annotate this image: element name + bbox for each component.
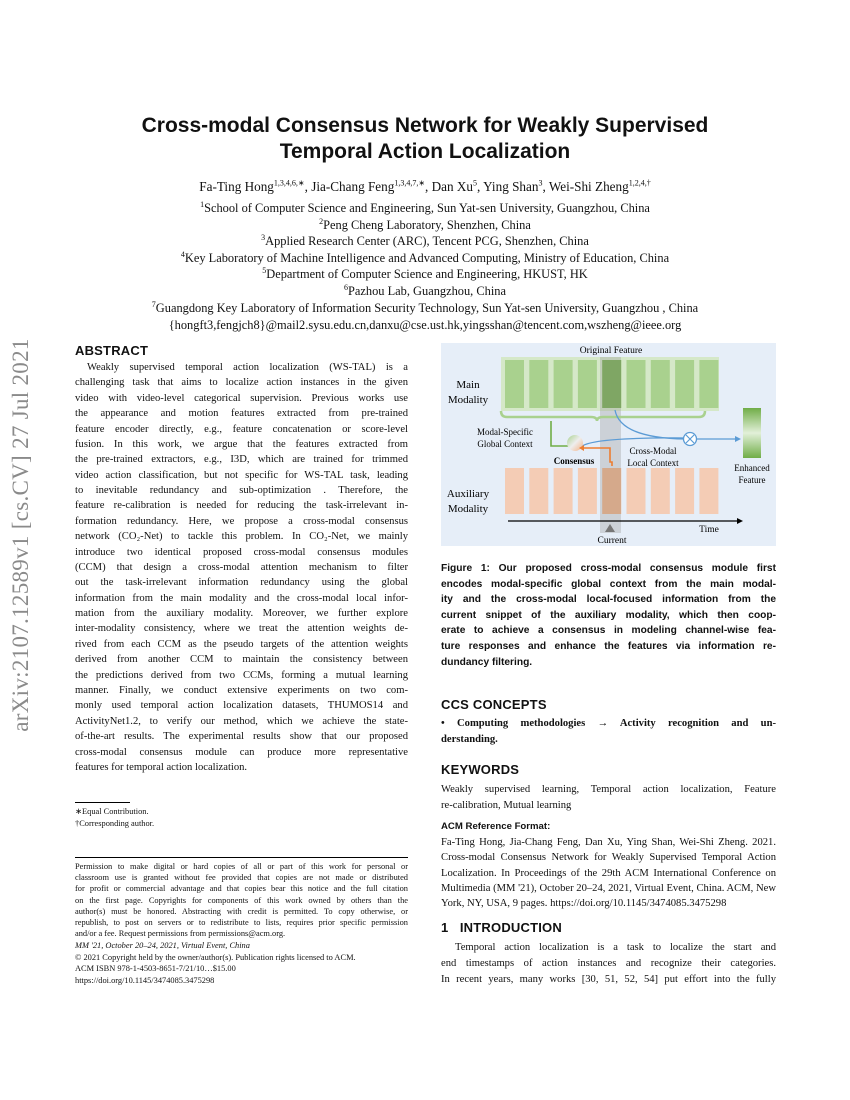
abstract-line: (CCM) that design a cross-modal attention mechanism to filter (75, 561, 408, 573)
auxiliary-modality-label: Modality (447, 503, 489, 515)
ccs-heading: CCS CONCEPTS (441, 697, 547, 712)
auxiliary-feature-bar (675, 468, 694, 514)
section-title: INTRODUCTION (459, 920, 562, 935)
affiliation (0, 284, 850, 301)
affiliation (0, 301, 850, 318)
current-snippet-column (600, 357, 621, 533)
keywords-heading: KEYWORDS (441, 762, 520, 777)
abstract-heading: ABSTRACT (75, 343, 149, 358)
affiliation-text: Pazhou Lab, Guangzhou, China (348, 283, 506, 298)
main-modality-label: Main (456, 379, 480, 391)
footnote-corresponding: †Corresponding author. (75, 819, 155, 828)
affiliation-list (0, 201, 850, 317)
permission-line: classroom use is granted without fee provided that copies are not made or distributed (75, 873, 408, 883)
ccs-line: • Computing methodologies → Activity recognition and un- (441, 718, 776, 729)
auxiliary-feature-bar (578, 468, 597, 514)
ccs-line: derstanding. (441, 733, 498, 745)
caption-line: dundancy filtering. (441, 656, 533, 668)
acm-ref-heading: ACM Reference Format: (441, 821, 551, 832)
footnote-equal: ∗Equal Contribution. (75, 807, 149, 816)
caption-line: erate to achieve a consensus in modeling channel-wise fea- (441, 625, 776, 637)
abstract-line: to inevitable redundancy and sub-optimization . Therefore, the (75, 485, 408, 497)
current-label: Current (597, 536, 627, 546)
affiliation-number: 7 (151, 299, 156, 309)
abstract-line: network (CO₂-Net) to tackle this problem. In CO₂-Net, we mainly (75, 531, 408, 543)
author-affiliation-marks: 3 (538, 178, 543, 188)
auxiliary-feature-bar (699, 468, 718, 514)
main-feature-bar (699, 360, 718, 408)
abstract-line: introduce two identical proposed cross-modal consensus modules (75, 546, 408, 558)
author-name: Ying Shan (483, 179, 539, 194)
auxiliary-feature-bar (505, 468, 524, 514)
auxiliary-feature-bar (529, 468, 548, 514)
acm-ref-line: Cross-modal Consensus Network for Weakly Supervised Temporal Action (441, 852, 776, 864)
abstract-line: formation redundancy. Here, we propose a cross-modal consensus (75, 515, 408, 527)
author-list: Fa-Ting Hong$^{1,3,4,6,∗}$, Jia-Chang Feng$^{1,3,4,7,∗}$, Dan Xu$^5$, Ying Shan$^3$, Wei-Shi Zheng$^{1,2,4,\dagger}$ (199, 178, 651, 194)
enhanced-feature-label: Feature (738, 475, 766, 485)
abstract-line: out the task-irrelevant information redundancy using the global (75, 577, 408, 589)
caption-line: Figure 1: Our proposed cross-modal consensus module first (441, 563, 776, 574)
section-number: 1 (441, 920, 449, 935)
author-name: Jia-Chang Feng (311, 179, 395, 194)
abstract-line: video action classification, but not specific for WS-TAL task, leading (75, 469, 408, 481)
author-emails: {hongft3,fengjch8}@mail2.sysu.edu.cn,danxu@cse.ust.hk,yingsshan@tencent.com,wszheng@ieee.org (168, 318, 682, 332)
auxiliary-feature-bar (627, 468, 646, 514)
permission-line: republish, to post on servers or to redistribute to lists, requires prior specific permission (75, 918, 408, 927)
auxiliary-feature-bar (554, 468, 573, 514)
global-context-label: Global Context (477, 439, 533, 449)
acm-ref-line: Multimedia (MM '21), October 20–24, 2021, Virtual Event, China. ACM, New (441, 882, 776, 894)
abstract-line: fusion. In this work, we argue that the features extracted from (75, 438, 408, 450)
intro-line: In recent years, many works [30, 51, 52, 54] put effort into the fully (441, 974, 776, 985)
auxiliary-modality-label: Auxiliary (446, 488, 490, 500)
abstract-line: Weakly supervised temporal action localization (WS-TAL) is a (87, 362, 408, 373)
permission-line: author(s) must be honored. Abstracting with credit is permitted. To copy otherwise, or (75, 906, 408, 916)
abstract-line: derived from another CCM to maintain the consistency between (75, 654, 408, 666)
abstract-line: monly used temporal action localization datasets, THUMOS14 and (75, 700, 408, 712)
affiliation-text: School of Computer Science and Engineering, Sun Yat-sen University, Guangzhou, China (204, 201, 650, 215)
abstract-line: cross-modal consensus module can produce more representative (75, 746, 408, 758)
abstract-line: challenging task that aims to localize action instances in the given (75, 377, 408, 389)
main-feature-bar (554, 360, 573, 408)
intro-line: Temporal action localization is a task to localize the start and (455, 942, 776, 953)
author-affiliation-marks: 1,2,4,† (628, 178, 651, 188)
affiliation (0, 201, 850, 218)
time-label: Time (699, 525, 719, 535)
affiliation-text: Peng Cheng Laboratory, Shenzhen, China (323, 217, 531, 232)
caption-line: ture responses and enhance the features via information re- (441, 641, 776, 652)
author-name: Fa-Ting Hong (199, 179, 274, 194)
permission-line: on the first page. Copyrights for components of this work owned by others than the (75, 895, 408, 905)
abstract-line: features for temporal action localization. (75, 761, 248, 773)
affiliation-number: 3 (261, 233, 266, 243)
author-affiliation-marks: 1,3,4,7,∗ (394, 178, 426, 188)
enhanced-feature-bar (743, 408, 761, 458)
original-feature-label: Original Feature (579, 346, 643, 356)
arxiv-side-stamp: arXiv:2107.12589v1 [cs.CV] 27 Jul 2021 (8, 338, 33, 732)
affiliation (0, 251, 850, 268)
affiliation-text: Department of Computer Science and Engineering, HKUST, HK (266, 267, 588, 282)
main-feature-bar (651, 360, 670, 408)
acm-ref-line: Fa-Ting Hong, Jia-Chang Feng, Dan Xu, Ying Shan, Wei-Shi Zheng. 2021. (441, 837, 776, 848)
main-feature-bar (529, 360, 548, 408)
local-context-label: Local Context (627, 458, 679, 468)
abstract-line: of-the-art results. The experimental results show that our proposed (75, 731, 408, 743)
title-line: Temporal Action Localization (279, 140, 571, 163)
acm-ref-line: Localization. In Proceedings of the 29th ACM International Conference on (441, 867, 776, 879)
abstract-line: feature re-calibration is needed for reducing the task-irrelevant in- (75, 500, 408, 512)
auxiliary-feature-bar (651, 468, 670, 514)
affiliation-number: 1 (200, 199, 205, 209)
abstract-line: ActivityNet1.2, to verify our method, which we achieve the state- (75, 715, 408, 727)
consensus-label: Consensus (553, 456, 595, 466)
enhanced-feature-label: Enhanced (734, 463, 770, 473)
abstract-line: feature encoder directly, e.g., feature concatenation or score-level (75, 423, 408, 435)
affiliation (0, 234, 850, 251)
affiliation-number: 2 (319, 216, 324, 226)
venue: MM '21, October 20–24, 2021, Virtual Event, China (75, 941, 250, 950)
main-feature-bar (578, 360, 597, 408)
caption-line: current snippet of the auxiliary modality, which then coop- (441, 609, 776, 621)
permission-line: Permission to make digital or hard copies of all or part of this work for personal or (75, 862, 408, 871)
author-affiliation-marks: 1,3,4,6,∗ (273, 178, 305, 188)
permission-line: and/or a fee. Request permissions from permissions@acm.org. (75, 929, 286, 939)
abstract-line: information from the main modality and the cross-modal local infor- (75, 592, 408, 604)
affiliation-text: Key Laboratory of Machine Intelligence and Advanced Computing, Ministry of Education, China (184, 250, 670, 265)
affiliation-number: 5 (262, 266, 267, 276)
keyword-line: Weakly supervised learning, Temporal action localization, Feature (441, 784, 776, 795)
author-name: Wei-Shi Zheng (548, 179, 629, 194)
affiliation-number: 6 (344, 282, 349, 292)
caption-line: encodes modal-specific global context from the main modal- (441, 578, 776, 590)
footnote-rule (75, 802, 130, 803)
abstract-line: the predictions derived from two CCMs, forming a mutual learning (75, 669, 408, 681)
abstract-line: the pre-trained extractors, e.g., I3D, which are trained for trimmed (75, 454, 408, 466)
acm-ref-line: York, NY, USA, 9 pages. https://doi.org/10.1145/3474085.3475298 (441, 898, 727, 910)
main-feature-bar (627, 360, 646, 408)
affiliation (0, 267, 850, 284)
title-line: Cross-modal Consensus Network for Weakly Supervised (141, 114, 709, 137)
intro-heading (441, 920, 562, 935)
doi-link[interactable]: https://doi.org/10.1145/3474085.3475298 (75, 976, 215, 985)
figure-1-diagram (441, 343, 776, 546)
abstract-line: inter-modality consistency, where we treat the attention weights de- (75, 623, 408, 635)
affiliation (0, 218, 850, 235)
affiliation-text: Applied Research Center (ARC), Tencent PCG, Shenzhen, China (265, 234, 589, 249)
abstract-line: video with video-level categorical supervision. Previous works use (75, 392, 408, 404)
abstract-line: the appearance and motion features extracted from pre-trained (75, 408, 408, 420)
isbn: ACM ISBN 978-1-4503-8651-7/21/10…$15.00 (75, 964, 236, 973)
main-feature-bar (505, 360, 524, 408)
permission-line: for profit or commercial advantage and that copies bear this notice and the full citation (75, 884, 408, 894)
affiliation-number: 4 (180, 249, 185, 259)
author-name: Dan Xu (431, 179, 474, 194)
caption-line: ity and the cross-modal local-focused information from the (441, 594, 776, 606)
affiliation-text: Guangdong Key Laboratory of Information Security Technology, Sun Yat-sen University, Guangzhou , China (155, 300, 699, 315)
author-affiliation-marks: 5 (473, 178, 478, 188)
keyword-line: re-calibration, Mutual learning (441, 799, 572, 811)
copyright: © 2021 Copyright held by the owner/author(s). Publication rights licensed to ACM. (75, 952, 356, 962)
main-feature-bar (675, 360, 694, 408)
abstract-line: mation from the auxiliary modality. Moreover, we further explore (75, 608, 408, 620)
abstract-line: manner. Finally, we conduct extensive experiments on two com- (75, 684, 408, 696)
intro-line: end timestamps of action instances and recognize their categories. (441, 958, 776, 969)
local-context-label: Cross-Modal (629, 446, 677, 456)
global-context-label: Modal-Specific (477, 427, 533, 437)
paper-title (0, 113, 850, 165)
abstract-line: rived from each CCM as the pseudo targets of the attention weights (75, 638, 408, 650)
main-modality-label: Modality (447, 394, 489, 406)
permission-rule (75, 857, 408, 858)
